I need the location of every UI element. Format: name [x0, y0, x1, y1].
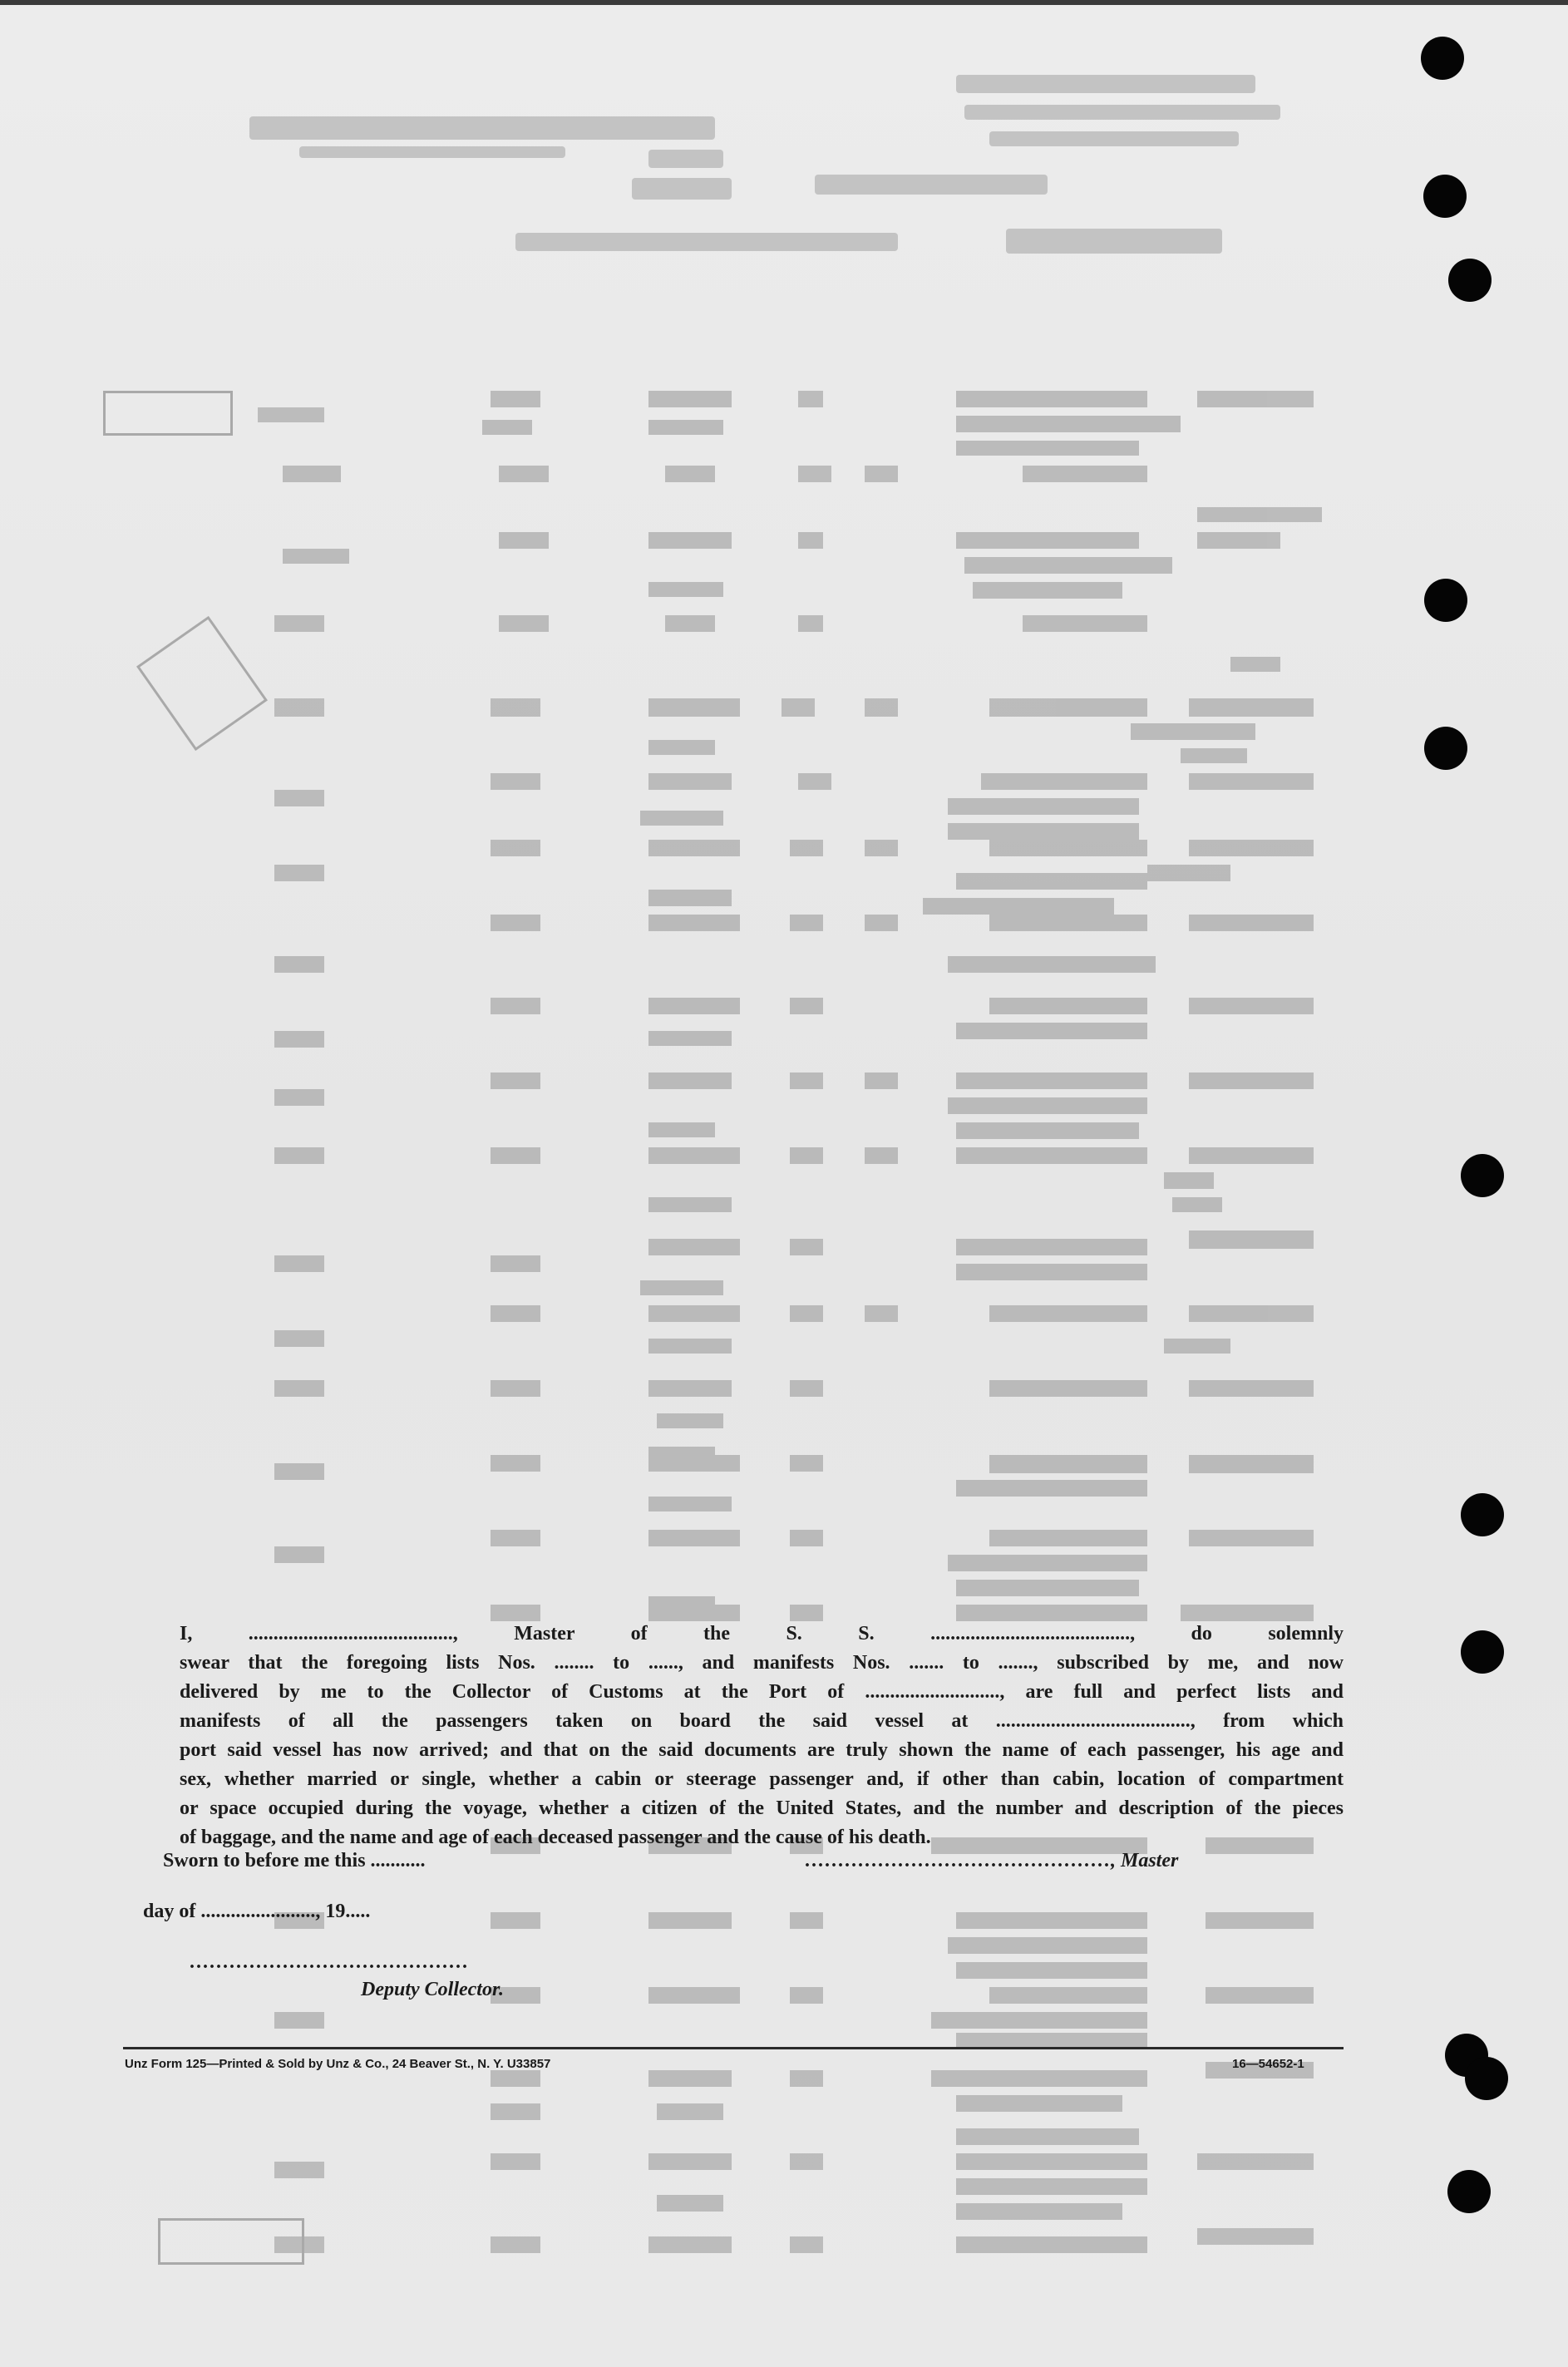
day-of-line: day of ......................., 19..... [143, 1901, 371, 1922]
oath-line: swear that the foregoing lists Nos. ........ to ......, and manifests Nos. ....... to ......., subscribed by me, and now [180, 1652, 1344, 1674]
oath-line: sex, whether married or single, whether a cabin or steerage passenger and, if other than cabin, location of compartment [180, 1768, 1344, 1790]
master-signature-dots: .............................................. [805, 1850, 1111, 1871]
footer-rule [123, 2047, 1344, 2049]
oath-line: I, ........................................., Master of the S. S. ........................................, do solemnly [180, 1623, 1344, 1645]
collector-signature-dots: .......................................... [190, 1951, 469, 1973]
faint-stamp [103, 391, 233, 436]
form-imprint: Unz Form 125—Printed & Sold by Unz & Co., 24 Beaver St., N. Y. U33857 [125, 2057, 551, 2071]
oath-line: delivered by me to the Collector of Customs at the Port of ..........................., are full and perfect lists and [180, 1681, 1344, 1703]
oath-line: port said vessel has now arrived; and that on the said documents are truly shown the name of each passenger, his age and [180, 1739, 1344, 1761]
faint-stamp [158, 2218, 304, 2265]
deputy-collector-label: Deputy Collector. [361, 1979, 504, 2000]
master-signature-line [805, 1850, 1178, 1872]
oath-line: or space occupied during the voyage, whether a citizen of the United States, and the number and description of the pieces [180, 1797, 1344, 1819]
form-number: 16—54652-1 [1232, 2057, 1304, 2071]
master-label: , Master [1111, 1850, 1179, 1871]
master-oath [180, 1620, 1344, 1852]
sworn-label: Sworn to before me this ........... [163, 1850, 426, 1871]
oath-line: manifests of all the passengers taken on board the said vessel at ......................................., from which [180, 1710, 1344, 1732]
oath-line: of baggage, and the name and age of each deceased passenger and the cause of his death. [180, 1827, 931, 1848]
